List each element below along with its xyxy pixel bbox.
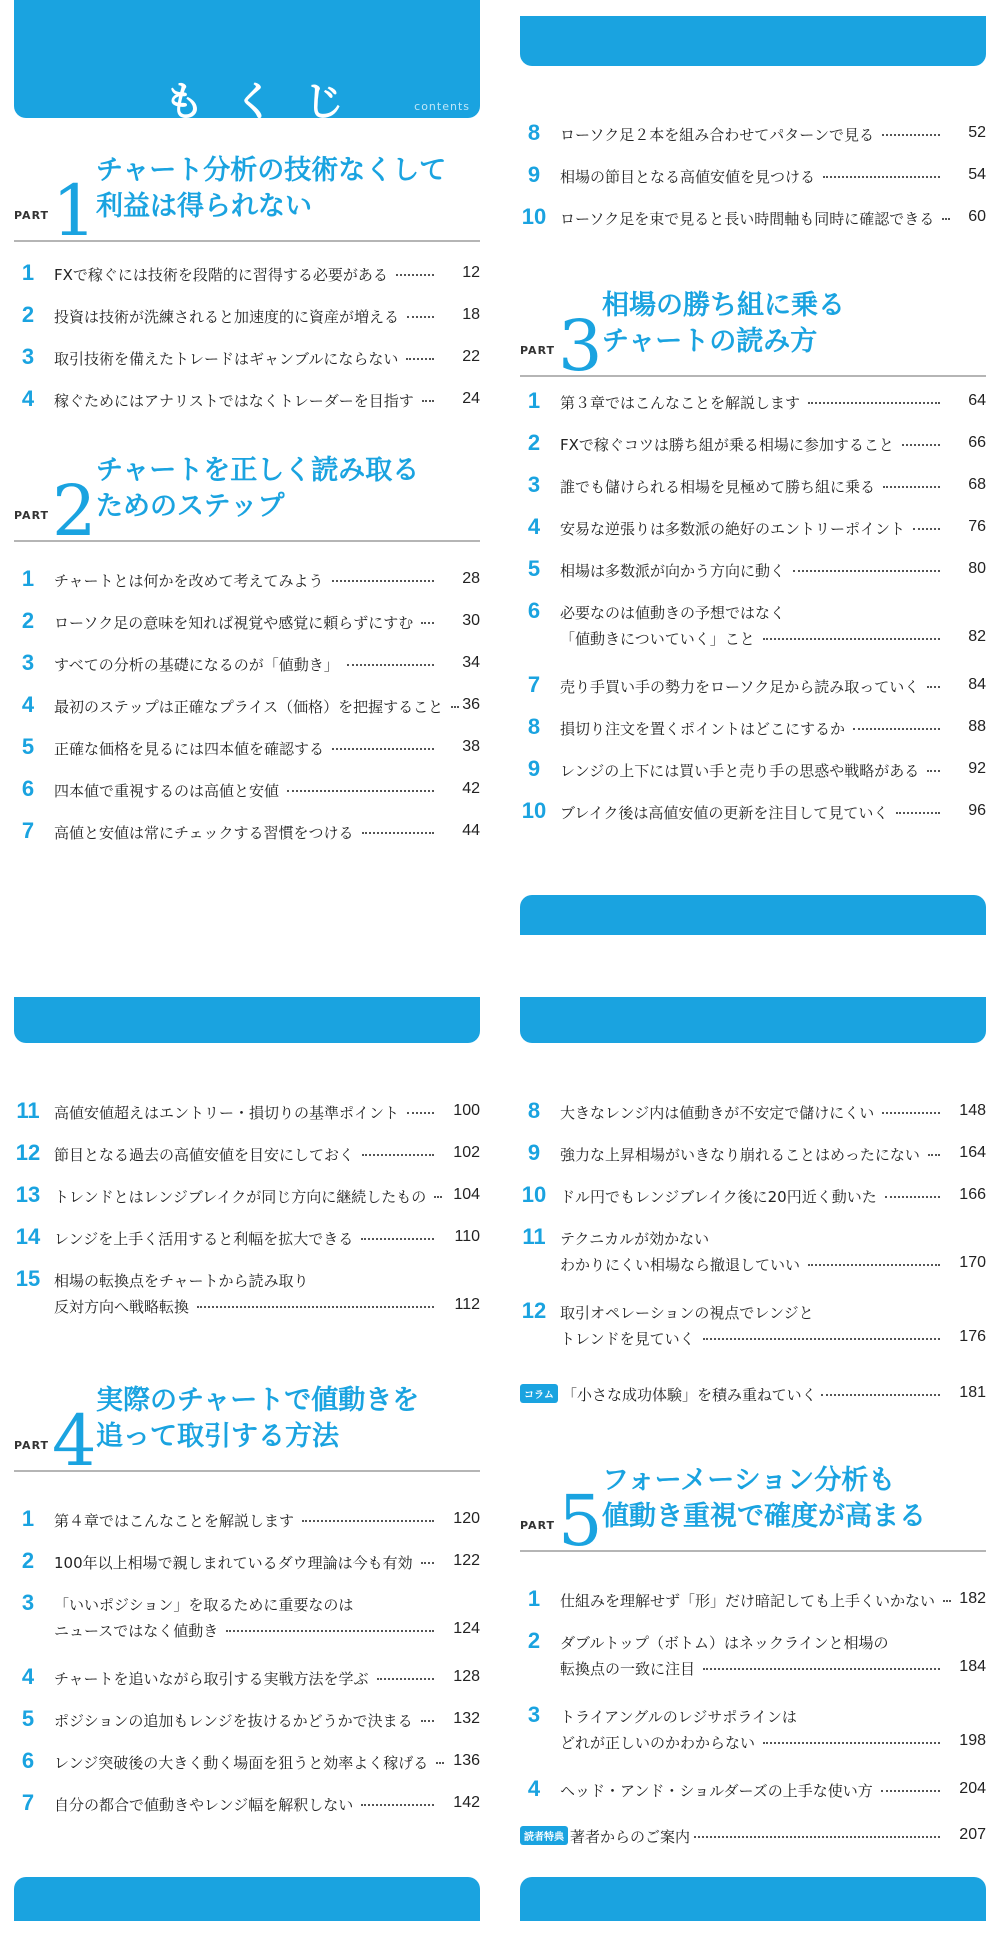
entry-title-line2: どれが正しいのかわからない (560, 1734, 756, 1752)
part-title: フォーメーション分析も (602, 1465, 896, 1496)
entry-number: 5 (21, 1706, 35, 1731)
entry-number: 4 (527, 514, 541, 539)
entry-title: ドル円でもレンジブレイク後に20円近く動いた (560, 1188, 877, 1206)
toc-extra-entry[interactable] (520, 1382, 986, 1408)
entry-page-number: 76 (968, 518, 986, 535)
entry-page-number: 82 (968, 628, 986, 645)
entry-title: すべての分析の基礎になるのが「値動き」 (54, 656, 339, 674)
entry-page-number: 122 (453, 1552, 480, 1569)
entry-number: 8 (527, 714, 541, 739)
entry-number: 6 (21, 776, 35, 801)
entry-title: ローソク足を束で見ると長い時間軸も同時に確認できる (560, 210, 935, 228)
toc-entry[interactable] (520, 516, 986, 542)
toc-entry[interactable] (520, 674, 986, 700)
entry-number: 4 (21, 692, 35, 717)
entry-title: 安易な逆張りは多数派の絶好のエントリーポイント (560, 520, 906, 538)
entry-title: 第３章ではこんなことを解説します (560, 394, 801, 412)
part-number: 5 (558, 1480, 603, 1562)
toc-entry[interactable] (14, 736, 480, 762)
entry-number: 1 (21, 260, 35, 285)
toc-entry[interactable] (520, 206, 986, 232)
entry-title: 相場の節目となる高値安値を見つける (560, 168, 816, 186)
toc-entry[interactable] (14, 1266, 480, 1316)
entry-title: 大きなレンジ内は値動きが不安定で儲けにくい (560, 1104, 875, 1122)
toc-entry[interactable] (520, 390, 986, 416)
entry-page-number: 124 (453, 1620, 480, 1637)
entry-page-number: 166 (959, 1186, 986, 1203)
entry-page-number: 104 (453, 1186, 480, 1203)
contents-title: もくじ (164, 79, 374, 125)
toc-entry[interactable] (520, 1778, 986, 1804)
toc-entry[interactable] (14, 1508, 480, 1534)
entry-number: 1 (21, 566, 35, 591)
entry-title: 著者からのご案内 (570, 1828, 691, 1846)
contents-header (14, 0, 480, 125)
entry-page-number: 84 (968, 676, 986, 693)
leader-dots (451, 706, 459, 708)
entry-title: 「小さな成功体験」を積み重ねていく (562, 1386, 817, 1404)
part-title: 利益は得られない (96, 191, 312, 222)
entry-number: 9 (527, 162, 541, 187)
entry-page-number: 136 (453, 1752, 480, 1769)
toc-entry[interactable] (14, 304, 480, 330)
part-title: ためのステップ (96, 491, 285, 522)
part-number: 4 (52, 1400, 97, 1482)
leader-dots (407, 1112, 434, 1114)
part-title: 実際のチャートで値動きを (96, 1385, 420, 1416)
entry-page-number: 24 (462, 390, 480, 407)
leader-dots (377, 1678, 434, 1680)
entry-number: 11 (522, 1224, 546, 1249)
entry-page-number: 66 (968, 434, 986, 451)
page-header-bar (520, 997, 986, 1043)
entry-number: 11 (16, 1098, 40, 1123)
entry-number: 8 (527, 1098, 541, 1123)
toc-entry[interactable] (520, 1298, 986, 1348)
entry-title: 取引技術を備えたトレードはギャンブルにならない (54, 350, 399, 368)
entry-page-number: 88 (968, 718, 986, 735)
entry-page-number: 100 (453, 1102, 480, 1119)
leader-dots (927, 686, 940, 688)
leader-dots (362, 832, 434, 834)
toc-entry[interactable] (520, 164, 986, 190)
entry-title: レンジ突破後の大きく動く場面を狙うと効率よく稼げる (54, 1754, 429, 1772)
entry-title: ブレイク後は高値安値の更新を注目して見ていく (560, 804, 889, 822)
entry-number: 10 (521, 798, 547, 823)
leader-dots (882, 1112, 940, 1114)
entry-title-line2: 「値動きについていく」こと (560, 630, 755, 648)
entry-title-line2: わかりにくい相場なら撤退していい (560, 1256, 801, 1274)
entry-title: 損切り注文を置くポイントはどこにするか (560, 720, 846, 738)
leader-dots (422, 400, 434, 402)
entry-title: ダブルトップ（ボトム）はネックラインと相場の (560, 1634, 889, 1652)
entry-page-number: 44 (462, 822, 480, 839)
toc-entry[interactable] (14, 1142, 480, 1168)
toc-entry[interactable] (14, 568, 480, 594)
part-heading (14, 1380, 480, 1482)
entry-tag-badge: コラム (520, 1384, 558, 1403)
entry-number: 15 (15, 1266, 41, 1291)
entry-page-number: 42 (462, 780, 480, 797)
entry-number: 5 (21, 734, 35, 759)
entry-number: 3 (21, 1590, 35, 1615)
entry-title: 第４章ではこんなことを解説します (54, 1512, 295, 1530)
toc-entry[interactable] (14, 1708, 480, 1734)
leader-dots (302, 1520, 434, 1522)
leader-dots (703, 1338, 940, 1340)
leader-dots (881, 1790, 940, 1792)
entry-title: 節目となる過去の高値安値を目安にしておく (54, 1146, 355, 1164)
leader-dots (821, 1394, 940, 1396)
entry-number: 3 (527, 472, 541, 497)
entry-number: 13 (15, 1182, 41, 1207)
entry-page-number: 120 (453, 1510, 480, 1527)
entry-title: ヘッド・アンド・ショルダーズの上手な使い方 (560, 1782, 873, 1800)
entry-number: 3 (527, 1702, 541, 1727)
toc-entry[interactable] (14, 652, 480, 678)
leader-dots (361, 1804, 434, 1806)
page-footer-bar (520, 895, 986, 935)
toc-entry[interactable] (14, 262, 480, 288)
entry-number: 4 (527, 1776, 541, 1801)
entry-title: 誰でも儲けられる相場を見極めて勝ち組に乗る (560, 478, 876, 496)
entry-number: 10 (521, 1182, 547, 1207)
entry-page-number: 54 (968, 166, 986, 183)
entry-title-line2: トレンドを見ていく (560, 1330, 695, 1348)
leader-dots (902, 444, 940, 446)
part-title: 相場の勝ち組に乗る (602, 290, 845, 321)
toc-entry[interactable] (14, 1750, 480, 1776)
toc-entry[interactable] (520, 1184, 986, 1210)
entry-title: 自分の都合で値動きやレンジ幅を解釈しない (54, 1796, 354, 1814)
toc-entry[interactable] (14, 1550, 480, 1576)
leader-dots (943, 1600, 951, 1602)
entry-page-number: 176 (959, 1328, 986, 1345)
leader-dots (853, 728, 940, 730)
leader-dots (361, 1238, 434, 1240)
entry-page-number: 164 (959, 1144, 986, 1161)
entry-title: FXで稼ぐコツは勝ち組が乗る相場に参加すること (560, 436, 894, 454)
toc-extra-entry[interactable] (520, 1824, 986, 1850)
entry-page-number: 80 (968, 560, 986, 577)
entry-page-number: 148 (959, 1102, 986, 1119)
leader-dots (808, 402, 940, 404)
leader-dots (332, 580, 434, 582)
toc-entry[interactable] (14, 610, 480, 636)
leader-dots (703, 1668, 940, 1670)
entry-title: 取引オペレーションの視点でレンジと (560, 1304, 814, 1322)
toc-entry[interactable] (520, 432, 986, 458)
entry-number: 7 (527, 672, 541, 697)
entry-title: 仕組みを理解せず「形」だけ暗記しても上手くいかない (560, 1592, 936, 1610)
leader-dots (287, 790, 434, 792)
entry-page-number: 181 (959, 1384, 986, 1401)
entry-number: 2 (527, 1628, 541, 1653)
entry-page-number: 132 (453, 1710, 480, 1727)
section-divider (520, 375, 986, 377)
toc-entry[interactable] (14, 820, 480, 846)
part-heading (14, 150, 480, 252)
entry-number: 1 (21, 1506, 35, 1531)
leader-dots (421, 622, 434, 624)
entry-title: チャートを追いながら取引する実戦方法を学ぶ (54, 1670, 369, 1688)
toc-entry[interactable] (520, 1702, 986, 1752)
leader-dots (928, 1154, 940, 1156)
entry-page-number: 36 (462, 696, 480, 713)
page-header-bar (520, 16, 986, 66)
entry-number: 9 (527, 756, 541, 781)
toc-entry[interactable] (14, 1100, 480, 1126)
entry-title: 投資は技術が洗練されると加速度的に資産が増える (54, 308, 400, 326)
entry-title: チャートとは何かを改めて考えてみよう (54, 572, 324, 590)
entry-title: FXで稼ぐには技術を段階的に習得する必要がある (54, 266, 388, 284)
entry-page-number: 207 (959, 1826, 986, 1843)
section-divider (14, 1470, 480, 1472)
entry-number: 6 (21, 1748, 35, 1773)
entry-number: 12 (521, 1298, 547, 1323)
part-heading (14, 450, 480, 552)
entry-title: 必要なのは値動きの予想ではなく (560, 604, 786, 622)
leader-dots (436, 1762, 444, 1764)
section-divider (14, 540, 480, 542)
entry-page-number: 28 (462, 570, 480, 587)
entry-number: 2 (21, 1548, 35, 1573)
entry-number: 6 (527, 598, 541, 623)
entry-page-number: 38 (462, 738, 480, 755)
entry-title: 正確な価格を見るには四本値を確認する (54, 740, 325, 758)
toc-entry[interactable] (520, 1628, 986, 1678)
part-label: PART (520, 1519, 556, 1532)
toc-entry[interactable] (520, 1142, 986, 1168)
entry-number: 1 (527, 1586, 541, 1611)
leader-dots (226, 1630, 434, 1632)
part-label: PART (520, 344, 556, 357)
leader-dots (347, 664, 434, 666)
entry-title: 相場の転換点をチャートから読み取り (54, 1272, 309, 1290)
leader-dots (763, 638, 940, 640)
section-divider (520, 1550, 986, 1552)
entry-page-number: 52 (968, 124, 986, 141)
toc-entry[interactable] (14, 346, 480, 372)
toc-entry[interactable] (14, 778, 480, 804)
toc-entry[interactable] (520, 800, 986, 826)
entry-page-number: 92 (968, 760, 986, 777)
entry-title: 「いいポジション」を取るために重要なのは (54, 1596, 354, 1614)
entry-title: 強力な上昇相場がいきなり崩れることはめったにない (560, 1146, 920, 1164)
entry-title: レンジを上手く活用すると利幅を拡大できる (54, 1230, 354, 1248)
leader-dots (882, 134, 940, 136)
toc-entry[interactable] (14, 388, 480, 414)
entry-page-number: 64 (968, 392, 986, 409)
toc-entry[interactable] (14, 1226, 480, 1252)
entry-page-number: 60 (968, 208, 986, 225)
entry-title-line2: ニュースではなく値動き (54, 1622, 219, 1640)
entry-tag-badge: 読者特典 (520, 1826, 568, 1845)
entry-title: テクニカルが効かない (560, 1230, 710, 1248)
leader-dots (421, 1562, 434, 1564)
leader-dots (883, 486, 940, 488)
leader-dots (823, 176, 940, 178)
contents-subtitle: contents (414, 100, 470, 113)
leader-dots (942, 218, 950, 220)
part-title: チャート分析の技術なくして (96, 155, 447, 186)
leader-dots (434, 1196, 442, 1198)
leader-dots (421, 1720, 434, 1722)
entry-number: 10 (521, 204, 547, 229)
toc-entry[interactable] (14, 694, 480, 720)
entry-page-number: 22 (462, 348, 480, 365)
part-number: 2 (52, 470, 97, 552)
entry-title: 売り手買い手の勢力をローソク足から読み取っていく (560, 678, 920, 696)
leader-dots (896, 812, 940, 814)
leader-dots (407, 316, 434, 318)
entry-page-number: 18 (462, 306, 480, 323)
entry-title: 高値と安値は常にチェックする習慣をつける (54, 824, 354, 842)
part-label: PART (14, 1439, 50, 1452)
entry-title: トライアングルのレジサポラインは (560, 1708, 797, 1726)
leader-dots (406, 358, 434, 360)
toc-entry[interactable] (520, 1588, 986, 1614)
entry-page-number: 182 (959, 1590, 986, 1607)
toc-entry[interactable] (14, 1666, 480, 1692)
entry-number: 3 (21, 344, 35, 369)
entry-number: 4 (21, 1664, 35, 1689)
toc-entry[interactable] (14, 1184, 480, 1210)
entry-number: 2 (527, 430, 541, 455)
page-footer-bar (14, 1877, 480, 1921)
leader-dots (362, 1154, 434, 1156)
entry-number: 2 (21, 302, 35, 327)
page-header-bar (14, 997, 480, 1043)
entry-number: 7 (21, 818, 35, 843)
entry-page-number: 112 (454, 1296, 480, 1313)
entry-number: 3 (21, 650, 35, 675)
entry-title: 100年以上相場で親しまれているダウ理論は今も有効 (54, 1554, 413, 1572)
leader-dots (197, 1306, 434, 1308)
entry-number: 14 (15, 1224, 41, 1249)
entry-title: 高値安値超えはエントリー・損切りの基準ポイント (54, 1104, 400, 1122)
entry-page-number: 142 (453, 1794, 480, 1811)
leader-dots (396, 274, 434, 276)
entry-title: ポジションの追加もレンジを抜けるかどうかで決まる (54, 1712, 413, 1730)
part-title: 値動き重視で確度が高まる (602, 1501, 926, 1532)
entry-number: 7 (21, 1790, 35, 1815)
part-number: 3 (558, 305, 603, 387)
toc-entry[interactable] (520, 758, 986, 784)
entry-page-number: 198 (959, 1732, 986, 1749)
part-label: PART (14, 209, 50, 222)
entry-number: 12 (15, 1140, 41, 1165)
toc-entry[interactable] (14, 1590, 480, 1640)
section-divider (14, 240, 480, 242)
entry-page-number: 102 (453, 1144, 480, 1161)
entry-title: 稼ぐためにはアナリストではなくトレーダーを目指す (54, 392, 414, 410)
part-number: 1 (52, 170, 97, 252)
leader-dots (885, 1196, 940, 1198)
page-footer-bar (520, 1877, 986, 1921)
toc-entry[interactable] (520, 558, 986, 584)
part-heading (520, 1460, 986, 1562)
entry-title: ローソク足２本を組み合わせてパターンで見る (560, 126, 874, 144)
entry-number: 9 (527, 1140, 541, 1165)
entry-title: 最初のステップは正確なプライス（価格）を把握すること (54, 698, 444, 716)
part-heading (520, 285, 986, 387)
entry-title-line2: 反対方向へ戦略転換 (54, 1298, 190, 1316)
entry-page-number: 30 (462, 612, 480, 629)
part-label: PART (14, 509, 50, 522)
entry-number: 5 (527, 556, 541, 581)
toc-entry[interactable] (520, 122, 986, 148)
leader-dots (913, 528, 940, 530)
leader-dots (927, 770, 940, 772)
entry-page-number: 12 (462, 264, 480, 281)
toc-entry[interactable] (520, 598, 986, 648)
toc-entry[interactable] (14, 1792, 480, 1818)
leader-dots (763, 1742, 940, 1744)
entry-number: 1 (527, 388, 541, 413)
entry-page-number: 110 (454, 1228, 480, 1245)
entry-page-number: 204 (959, 1780, 986, 1797)
entry-number: 2 (21, 608, 35, 633)
toc-entry[interactable] (520, 716, 986, 742)
leader-dots (694, 1836, 940, 1838)
entry-title: ローソク足の意味を知れば視覚や感覚に頼らずにすむ (54, 614, 414, 632)
entry-page-number: 34 (462, 654, 480, 671)
entry-page-number: 128 (453, 1668, 480, 1685)
entry-title: レンジの上下には買い手と売り手の思惑や戦略がある (560, 762, 920, 780)
entry-title: 四本値で重視するのは高値と安値 (54, 782, 280, 800)
toc-entry[interactable] (520, 1100, 986, 1126)
entry-page-number: 68 (968, 476, 986, 493)
entry-title: 相場は多数派が向かう方向に動く (560, 562, 786, 580)
part-title: チャートの読み方 (602, 326, 818, 357)
leader-dots (808, 1264, 940, 1266)
entry-page-number: 184 (959, 1658, 986, 1675)
entry-page-number: 96 (968, 802, 986, 819)
entry-number: 8 (527, 120, 541, 145)
toc-entry[interactable] (520, 474, 986, 500)
entry-title: トレンドとはレンジブレイクが同じ方向に継続したもの (54, 1188, 427, 1206)
leader-dots (793, 570, 940, 572)
leader-dots (332, 748, 434, 750)
toc-entry[interactable] (520, 1224, 986, 1274)
entry-number: 4 (21, 386, 35, 411)
entry-page-number: 170 (959, 1254, 986, 1271)
part-title: チャートを正しく読み取る (96, 455, 420, 486)
part-title: 追って取引する方法 (96, 1421, 339, 1452)
entry-title-line2: 転換点の一致に注目 (560, 1660, 696, 1678)
